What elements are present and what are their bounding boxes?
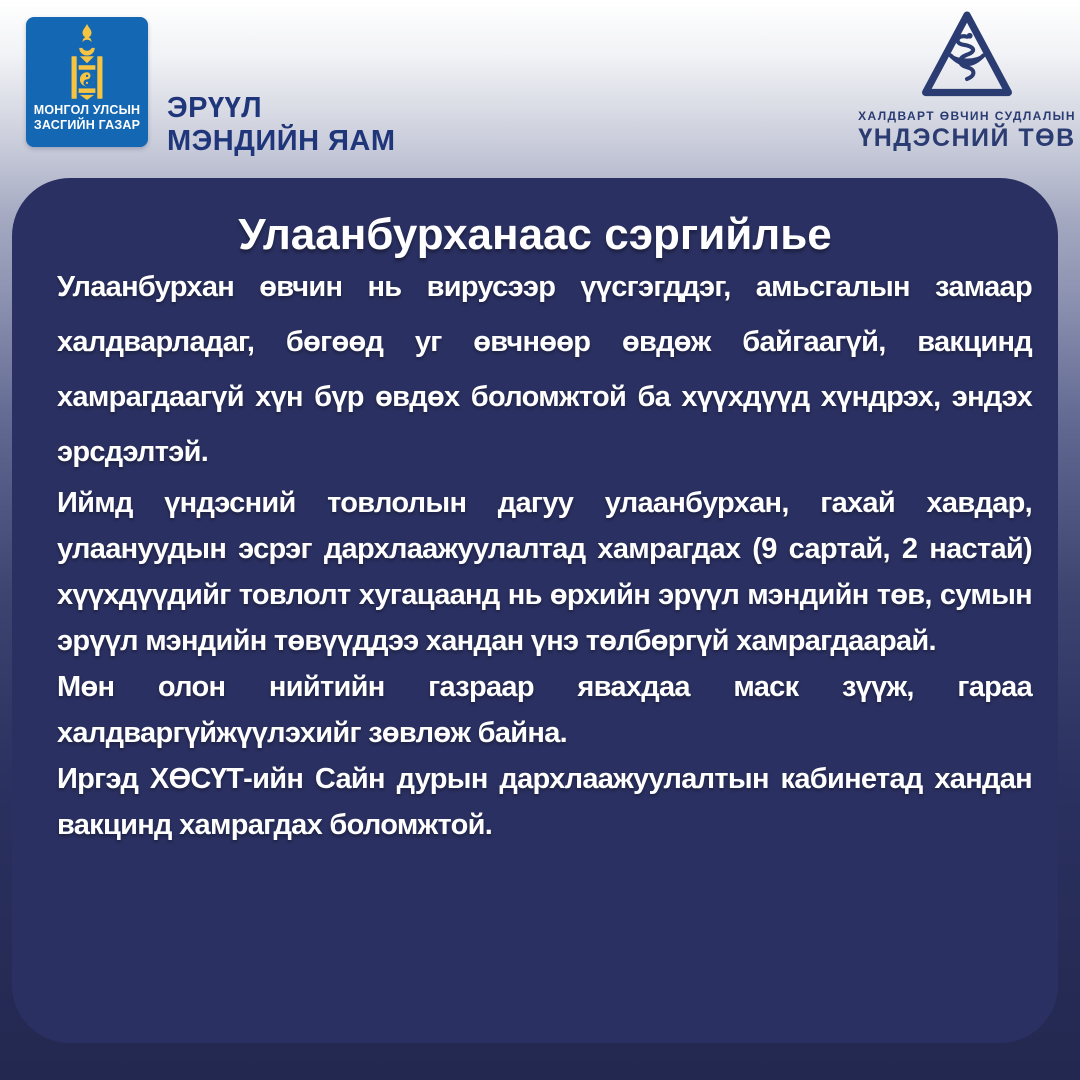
- soyombo-icon: [67, 24, 107, 100]
- paragraph-measles-info: Улаанбурхан өвчин нь вирусээр үүсгэгддэг, амьсгалын замаар халдварладаг, бөгөөд уг өвчнөөр өвдөж байгаагүй, вакцинд хамрагдаагүй хүн бүр өвдөх боломжтой ба хүүхдүүд хүндрэх, эндэх эрсдэлтэй.: [57, 271, 1032, 468]
- triangle-snake-bowl-icon: [913, 6, 1021, 107]
- nccd-line1: ХАЛДВАРТ ӨВЧИН СУДЛАЛЫН: [858, 109, 1076, 123]
- header: [0, 0, 1080, 178]
- paragraph-voluntary-vaccination: Иргэд ХӨСҮТ-ийн Сайн дурын дархлаажуулалтын кабинетад хандан вакцинд хамрагдах боломжтой.: [57, 763, 1032, 841]
- government-logo: [26, 17, 148, 147]
- nccd-logo: [858, 6, 1076, 153]
- ministry-of-health-title: [167, 92, 396, 158]
- page-title: Улаанбурханаас сэргийлье: [238, 210, 832, 259]
- nccd-line2: ҮНДЭСНИЙ ТӨВ: [858, 124, 1076, 152]
- announcement-card: [12, 178, 1058, 1043]
- ministry-title-line2: МЭНДИЙН ЯАМ: [167, 125, 396, 157]
- gov-logo-line1: МОНГОЛ УЛСЫН: [33, 103, 141, 117]
- paragraph-mask-advice: Мөн олон нийтийн газраар явахдаа маск зүүж, гараа халдваргүйжүүлэхийг зөвлөж байна.: [57, 671, 1032, 749]
- ministry-title-line1: ЭРҮҮЛ: [167, 92, 263, 124]
- gov-logo-line2: ЗАСГИЙН ГАЗАР: [33, 118, 141, 132]
- paragraph-vaccination-schedule: Иймд үндэсний товлолын дагуу улаанбурхан, гахай хавдар, улаануудын эсрэг дархлаажуулалтад хамрагдах (9 сартай, 2 настай) хүүхдүүдийг товлолт хугацаанд нь өрхийн эрүүл мэндийн төв, сумын эрүүл мэндийн төвүүддээ хандан үнэ төлбөргүй хамрагдаарай.: [57, 487, 1032, 657]
